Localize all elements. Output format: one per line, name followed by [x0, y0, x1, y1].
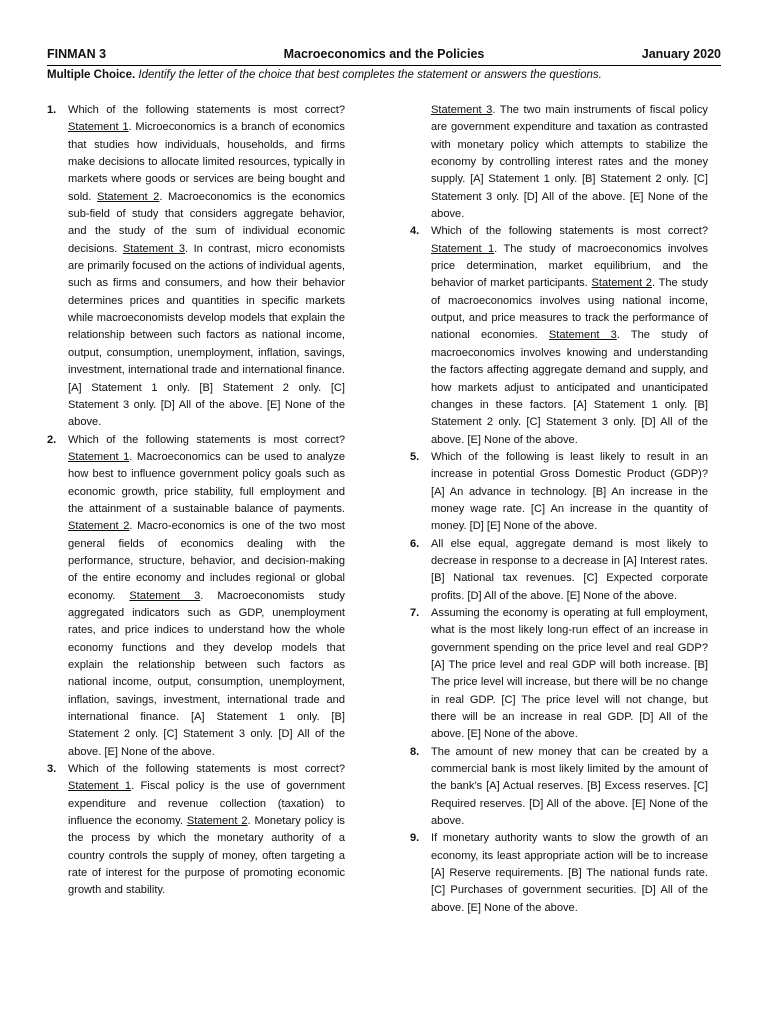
statement-label: Statement 3 — [431, 104, 493, 116]
question-intro: Which of the following statements is most correct? — [431, 225, 708, 238]
question-number: 3. — [47, 763, 57, 776]
question-number: 9. — [410, 832, 420, 845]
course-code: FINMAN 3 — [47, 47, 107, 61]
question-1 — [47, 102, 345, 432]
statement-label: Statement 2 — [97, 190, 160, 203]
statement-label: Statement 3 — [122, 242, 186, 255]
question-3 — [47, 761, 345, 900]
question-9 — [410, 830, 708, 917]
statement-text: . In contrast, micro economists are primarily focused on the actions of individual agents, such as firms and consumers, and how their behavior determines prices and quantities in specific markets while macroeconomists develop models that explain the relationship between such factors as national income, output, consumption, unemployment, inflation, savings, investment, international trade and international finance. [A] Statement 1 only. [B] Statement 2 only. [C] Statement 3 only. [D] All of the above. [E] None of the above. — [68, 242, 345, 429]
page-header — [47, 47, 721, 65]
statement-text: . Monetary policy is the process by which the monetary authority of a country controls the supply of money, often targeting a rate of interest for the purpose of promoting economic growth and stability. — [68, 815, 345, 897]
question-8 — [410, 744, 708, 831]
question-number: 5. — [410, 450, 420, 463]
exam-date: January 2020 — [641, 47, 721, 61]
instructions — [47, 69, 721, 81]
statement-text: . Macro-economics is one of the two most general fields of economics dealing with the performance, structure, behavior, and decision-making of the entire economy and includes regional or global economy. — [68, 520, 345, 602]
question-3-continued — [410, 102, 708, 223]
statement-label: Statement 1 — [68, 450, 130, 463]
question-number: 1. — [47, 104, 57, 116]
question-number: 6. — [410, 537, 420, 550]
question-number: 4. — [410, 225, 420, 238]
statement-text: . Microeconomics is a branch of economics that studies how individuals, households, and firms make decisions to allocate limited resources, typically in markets where goods or services are being bought and sold. — [68, 121, 345, 203]
question-text: All else equal, aggregate demand is most likely to decrease in response to a decrease in [A] Interest rates. [B] National tax revenues. [C] Expected corporate profits. [D] All of the above. [E] None of the above. — [431, 537, 708, 602]
question-text: Assuming the economy is operating at full employment, what is the most likely long-run effect of an increase in government spending on the price level and real GDP? [A] The price level and real GDP will both increase. [B] The price level will increase, but there will be no change in real GDP. [C] The price level will not change, but there will be an increase in real GDP. [D] All of the above. [E] None of the above. — [431, 606, 708, 741]
question-text — [431, 223, 708, 448]
statement-label: Statement 3 — [129, 589, 201, 602]
question-text — [68, 102, 345, 432]
question-number: 7. — [410, 606, 420, 619]
question-intro: Which of the following statements is most correct? — [68, 104, 345, 116]
instructions-text: Identify the letter of the choice that best completes the statement or answers the questions. — [138, 69, 602, 81]
question-text: Which of the following is least likely to result in an increase in potential Gross Domestic Product (GDP)? [A] An advance in technology. [B] An increase in the money wage rate. [C] An increase in the quantity of money. [D] [E] None of the above. — [431, 450, 708, 533]
statement-label: Statement 1 — [431, 242, 495, 255]
statement-label: Statement 3 — [548, 329, 617, 342]
question-intro: Which of the following statements is most correct? — [68, 433, 345, 446]
question-text: If monetary authority wants to slow the growth of an economy, its least appropriate action will be to increase [A] Reserve requirements. [B] The national funds rate. [C] Purchases of government securities. [D] All of the above. [E] None of the above. — [431, 832, 708, 914]
question-intro: Which of the following statements is most correct? — [68, 763, 345, 776]
statement-label: Statement 1 — [68, 121, 129, 134]
statement-label: Statement 2 — [68, 520, 130, 533]
statement-text: . Macroeconomists study aggregated indicators such as GDP, unemployment rates, and price indices to understand how the whole economy functions and they develop models that explain the relationship between such factors as national income, output, consumption, unemployment, inflation, savings, investment, international trade and international finance. [A] Statement 1 only. [B] Statement 2 only. [C] Statement 3 only. [D] All of the above. [E] None of the above. — [68, 589, 345, 758]
statement-label: Statement 1 — [68, 780, 132, 793]
exam-title: Macroeconomics and the Policies — [283, 47, 485, 61]
statement-text: . Fiscal policy is the use of government expenditure and revenue collection (taxation) to influence the economy. — [68, 780, 345, 828]
question-text — [68, 761, 345, 900]
header-divider — [47, 65, 721, 66]
statement-text: . The study of macroeconomics involves using national income, output, and price measures to track the performance of national economies. — [431, 277, 708, 342]
statement-text: . Macroeconomics can be used to analyze how best to influence government policy goals such as economic growth, price stability, full employment and the attainment of a sustainable balance of payments. — [68, 450, 345, 515]
statement-label: Statement 2 — [186, 815, 248, 828]
statement-text: . The study of macroeconomics involves knowing and understanding the factors affecting aggregate demand and supply, and how markets adjust to anticipated and unanticipated changes in these factors. [A] Statement 1 only. [B] Statement 2 only. [C] Statement 3 only. [D] All of the above. [E] None of the above. — [431, 329, 708, 446]
statement-text: . The study of macroeconomics involves price determination, market equilibrium, and the behavior of market participants. — [431, 242, 708, 290]
question-number: 2. — [47, 433, 57, 446]
question-5 — [410, 449, 708, 536]
question-4 — [410, 223, 708, 448]
statement-text: . Macroeconomics is the economics sub-field of study that considers aggregate behavior, and the study of the sum of individual economic decisions. — [68, 190, 345, 255]
left-column — [47, 102, 345, 900]
right-column — [410, 102, 708, 917]
question-2 — [47, 432, 345, 762]
question-7 — [410, 605, 708, 744]
question-6 — [410, 536, 708, 605]
question-text: The amount of new money that can be created by a commercial bank is most likely limited by the amount of the bank’s [A] Actual reserves. [B] Excess reserves. [C] Required reserves. [D] All of the above. [E] None of the above. — [431, 745, 708, 828]
instructions-label: Multiple Choice. — [47, 69, 136, 81]
statement-text: . The two main instruments of fiscal policy are government expenditure and taxation as contrasted with monetary policy which attempts to stabilize the economy by controlling interest rates and the money supply. [A] Statement 1 only. [B] Statement 2 only. [C] Statement 3 only. [D] All of the above. [E] None of the above. — [431, 104, 708, 221]
question-text — [68, 432, 345, 762]
question-number: 8. — [410, 745, 420, 758]
statement-label: Statement 2 — [591, 277, 652, 290]
